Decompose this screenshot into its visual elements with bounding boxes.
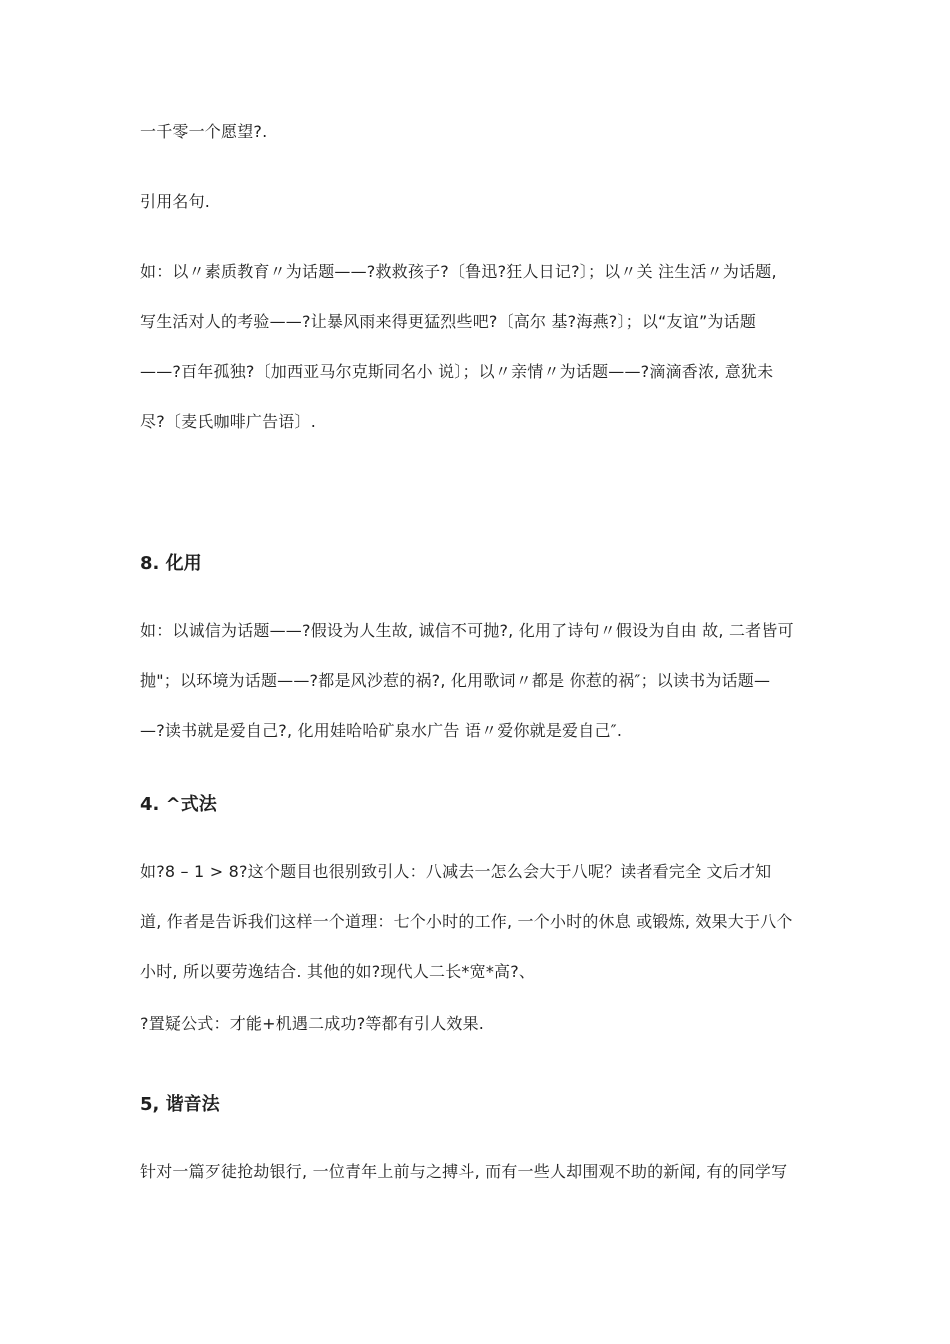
paragraph-line: 小时, 所以要劳逸结合. 其他的如?现代人二长*宽*高?、 [140,962,536,981]
section-heading: 5, 谐音法 [140,1094,220,1115]
paragraph-line: 如?8 – 1 > 8?这个题目也很别致引人：八减去一怎么会大于八呢？读者看完全 文后才知 [140,862,772,881]
paragraph-line: 尽?〔麦氏咖啡广告语〕. [140,412,316,431]
paragraph-line: 引用名句. [140,192,211,211]
section-heading: 4. ^式法 [140,794,217,815]
paragraph-line: 道, 作者是告诉我们这样一个道理：七个小时的工作, 一个小时的休息 或锻炼, 效果大于八个 [140,912,793,931]
paragraph-line: 写生活对人的考验——?让暴风雨来得更猛烈些吧?〔高尔 基?海燕?〕；以“友谊”为话题 [140,312,757,331]
paragraph-line: 抛"；以环境为话题——?都是风沙惹的祸?, 化用歌词〃都是 你惹的祸″；以读书为话题— [140,671,771,690]
paragraph-line: ——?百年孤独?〔加西亚马尔克斯同名小 说〕；以〃亲情〃为话题——?滴滴香浓, 意犹未 [140,362,774,381]
paragraph-line: 如：以诚信为话题——?假设为人生故, 诚信不可抛?, 化用了诗句〃假设为自由 故, 二者皆可 [140,621,794,640]
paragraph-line: ?置疑公式：才能+机遇二成功?等都有引人效果. [140,1014,485,1033]
paragraph-line: 如：以〃素质教育〃为话题——?救救孩子?〔鲁迅?狂人日记?〕；以〃关 注生活〃为话题, [140,262,777,281]
paragraph-line: 一千零一个愿望?. [140,122,268,141]
paragraph-line: 针对一篇歹徒抢劫银行, 一位青年上前与之搏斗, 而有一些人却围观不助的新闻, 有的同学写 [140,1162,788,1181]
paragraph-line: —?读书就是爱自己?, 化用娃哈哈矿泉水广告 语〃爱你就是爱自己″. [140,721,623,740]
section-heading: 8. 化用 [140,553,202,574]
